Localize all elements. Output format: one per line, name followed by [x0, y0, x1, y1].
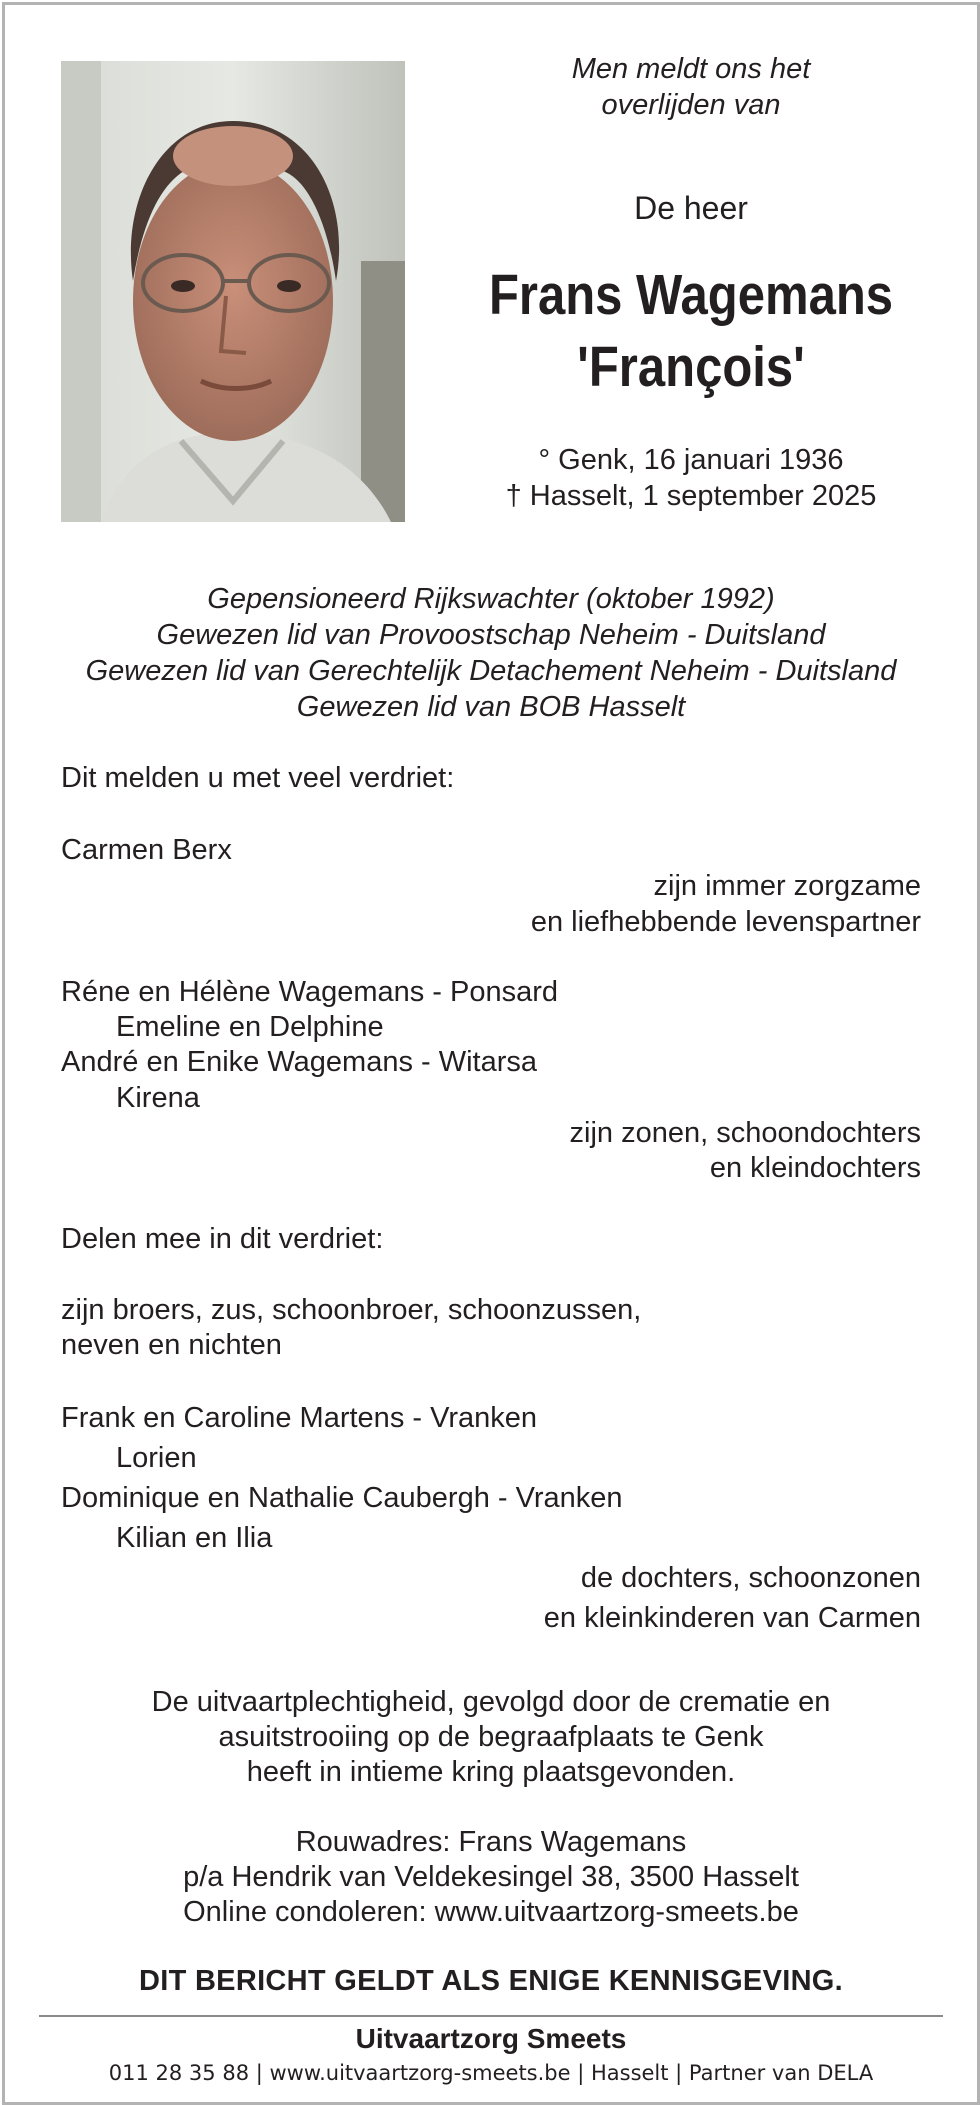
- name-line-2: 'François': [577, 335, 805, 399]
- intro-line: Men meldt ons het: [571, 53, 811, 85]
- career-line: Gewezen lid van Gerechtelijk Detachement Neheim - Duitsland: [85, 655, 897, 687]
- footer-divider: [39, 2015, 943, 2017]
- siblings-line: zijn broers, zus, schoonbroer, schoonzussen,: [61, 1294, 642, 1326]
- family-line: Réne en Hélène Wagemans - Ponsard: [61, 976, 559, 1008]
- death-date: † Hasselt, 1 september 2025: [505, 480, 877, 512]
- career-line: Gewezen lid van Provoostschap Neheim - Duitsland: [156, 619, 826, 651]
- partner-relation: en liefhebbende levenspartner: [530, 906, 921, 938]
- obituary-card: [2, 2, 980, 2105]
- family-line: Kilian en Ilia: [116, 1522, 273, 1554]
- address-line: Rouwadres: Frans Wagemans: [295, 1826, 687, 1858]
- announce-text: Dit melden u met veel verdriet:: [61, 762, 455, 794]
- name-line-1: Frans Wagemans: [488, 263, 894, 327]
- address-line: Online condoleren: www.uitvaartzorg-smeets.be: [183, 1896, 799, 1928]
- family-line: Kirena: [116, 1082, 200, 1114]
- funeral-home-name: Uitvaartzorg Smeets: [355, 2023, 627, 2054]
- career-line: Gepensioneerd Rijkswachter (oktober 1992): [207, 583, 775, 615]
- birth-date: ° Genk, 16 januari 1936: [538, 444, 844, 476]
- family-line: Emeline en Delphine: [116, 1011, 384, 1043]
- partner-relation: zijn immer zorgzame: [653, 870, 921, 902]
- family-line: André en Enike Wagemans - Witarsa: [61, 1046, 538, 1078]
- career-line: Gewezen lid van BOB Hasselt: [296, 691, 686, 723]
- ceremony-line: heeft in intieme kring plaatsgevonden.: [246, 1756, 736, 1788]
- portrait-image: [61, 61, 405, 522]
- partner-name: Carmen Berx: [61, 834, 232, 866]
- family-line: Lorien: [116, 1442, 197, 1474]
- ceremony-line: asuitstrooiing op de begraafplaats te Genk: [218, 1721, 764, 1753]
- ceremony-line: De uitvaartplechtigheid, gevolgd door de crematie en: [151, 1686, 831, 1718]
- siblings-line: neven en nichten: [61, 1329, 282, 1361]
- career-list: [5, 581, 977, 725]
- address-line: p/a Hendrik van Veldekesingel 38, 3500 Hasselt: [183, 1861, 799, 1893]
- sons-relation: zijn zonen, schoondochters: [569, 1117, 921, 1149]
- carmen-relation: de dochters, schoonzonen: [580, 1562, 921, 1594]
- carmen-relation: en kleinkinderen van Carmen: [543, 1602, 921, 1634]
- family-line: Dominique en Nathalie Caubergh - Vranken: [61, 1482, 623, 1514]
- share-text: Delen mee in dit verdriet:: [61, 1223, 384, 1255]
- funeral-home-contact: 011 28 35 88 | www.uitvaartzorg-smeets.be | Hasselt | Partner van DELA: [108, 2061, 874, 2085]
- portrait-photo: [61, 61, 405, 522]
- sole-notice: DIT BERICHT GELDT ALS ENIGE KENNISGEVING.: [138, 1965, 844, 1997]
- salutation-text: De heer: [634, 190, 748, 226]
- address-block: [5, 1825, 977, 1930]
- family-line: Frank en Caroline Martens - Vranken: [61, 1402, 538, 1434]
- sons-relation: en kleindochters: [709, 1152, 921, 1184]
- intro-line: overlijden van: [601, 89, 781, 121]
- ceremony-text: [5, 1685, 977, 1790]
